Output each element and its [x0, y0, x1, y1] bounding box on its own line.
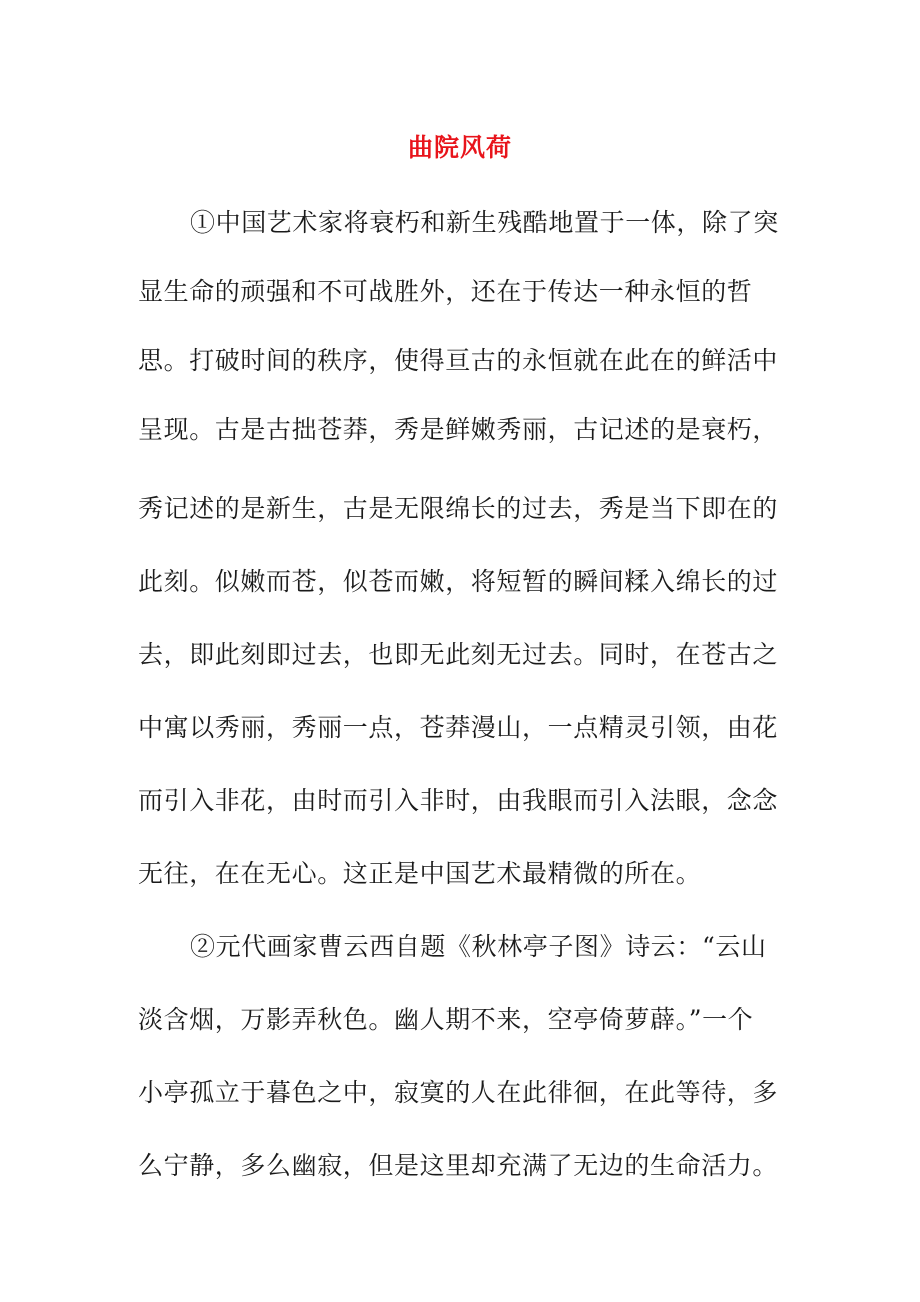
- paragraph-1-line: 而引入非花，由时而引入非时，由我眼而引入法眼，念念: [138, 786, 779, 815]
- paragraph-1-line: 中寓以秀丽，秀丽一点，苍莽漫山，一点精灵引领，由花: [138, 713, 779, 742]
- paragraph-1-line: ①中国艺术家将衰朽和新生残酷地置于一体，除了突: [190, 208, 779, 237]
- paragraph-2-line: 么宁静，多么幽寂，但是这里却充满了无边的生命活力。: [138, 1151, 779, 1180]
- paragraph-1-line: 此刻。似嫩而苍，似苍而嫩，将短暂的瞬间糅入绵长的过: [138, 567, 779, 596]
- paragraph-1-line: 思。打破时间的秩序，使得亘古的永恒就在此在的鲜活中: [138, 346, 779, 375]
- paragraph-1-line: 无往，在在无心。这正是中国艺术最精微的所在。: [138, 859, 702, 888]
- paragraph-1-line: 显生命的顽强和不可战胜外，还在于传达一种永恒的哲: [138, 277, 753, 306]
- paragraph-1-line: 呈现。古是古拙苍莽，秀是鲜嫩秀丽，古记述的是衰朽，: [138, 415, 779, 444]
- paragraph-2-line: ②元代画家曹云西自题《秋林亭子图》诗云：“云山: [190, 932, 767, 961]
- paragraph-1-line: 去，即此刻即过去，也即无此刻无过去。同时，在苍古之: [138, 640, 779, 669]
- paragraph-2-line: 淡含烟，万影弄秋色。幽人期不来，空亭倚萝薜。”一个: [138, 1005, 754, 1034]
- paragraph-1-line: 秀记述的是新生，古是无限绵长的过去，秀是当下即在的: [138, 494, 779, 523]
- document-title: 曲院风荷: [407, 133, 512, 162]
- paragraph-2-line: 小亭孤立于暮色之中，寂寞的人在此徘徊，在此等待，多: [138, 1078, 779, 1107]
